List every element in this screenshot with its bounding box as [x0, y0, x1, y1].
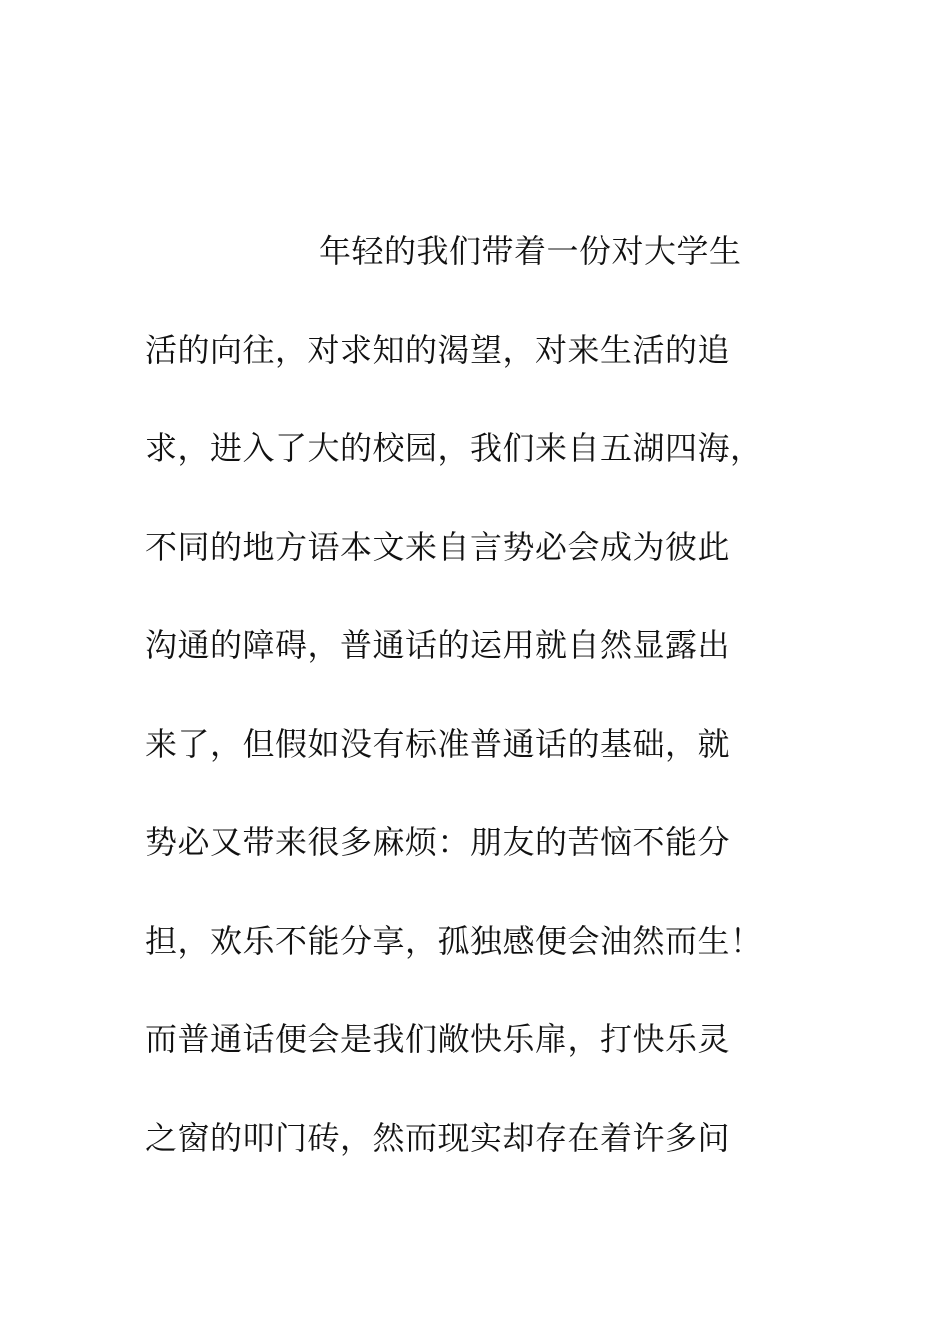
- text-line: 不同的地方语本文来自言势必会成为彼此: [145, 527, 731, 566]
- text-line: 来了，但假如没有标准普通话的基础，就: [145, 724, 731, 763]
- text-line: 活的向往，对求知的渴望，对来生活的追: [145, 330, 731, 369]
- body-paragraph: [145, 222, 825, 1207]
- text-line: 沟通的障碍，普通话的运用就自然显露出: [145, 626, 731, 664]
- text-line: 势必又带来很多麻烦：朋友的苦恼不能分: [145, 823, 731, 861]
- text-line: 而普通话便会是我们敞快乐扉，打快乐灵: [145, 1020, 731, 1058]
- text-line: 求，进入了大的校园，我们来自五湖四海，: [145, 429, 763, 467]
- text-line: 之窗的叩门砖，然而现实却存在着许多问: [145, 1118, 731, 1157]
- text-line: 担，欢乐不能分享，孤独感便会油然而生！: [145, 921, 763, 960]
- text-line: 年轻的我们带着一份对大学生: [319, 232, 742, 270]
